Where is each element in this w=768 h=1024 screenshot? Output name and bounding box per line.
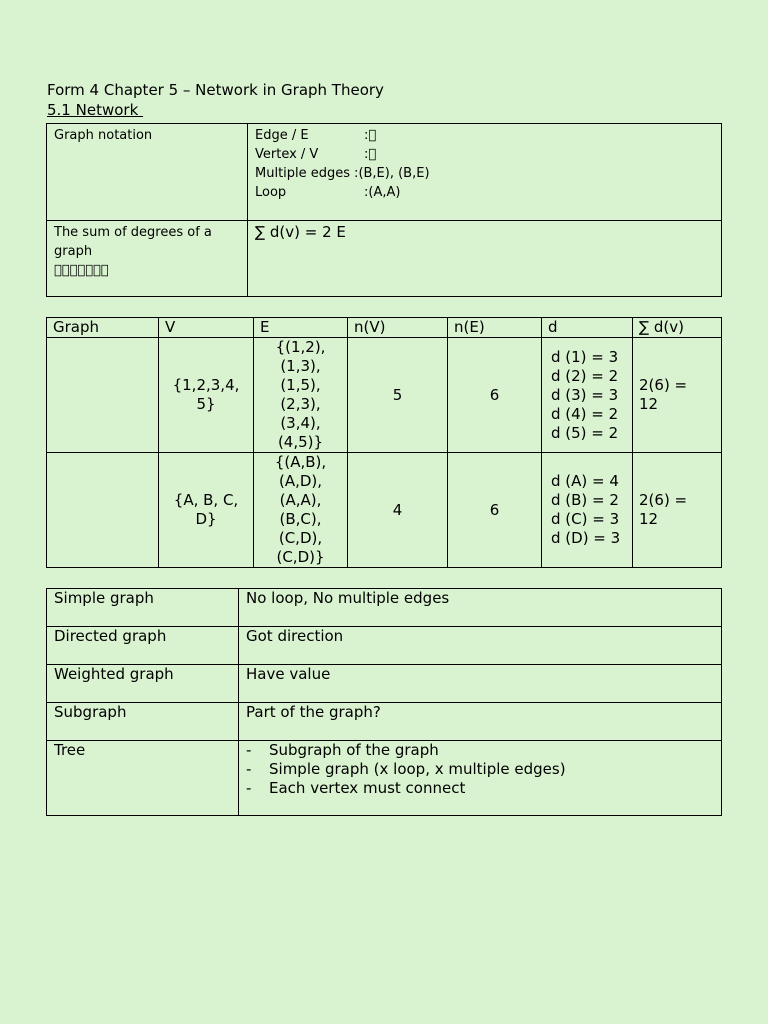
page-title: Form 4 Chapter 5 – Network in Graph Theory [47,81,384,99]
degree-line: d (A) = 4 [551,472,619,490]
notation-value:   [368,147,377,162]
graph-types-table [46,588,722,816]
degree-sum-label-line: graph [54,244,93,259]
table-row [47,627,722,665]
edge-set-cell [254,338,348,453]
edge-set-line: {(A,B), [274,453,327,471]
edge-count-cell: 6 [448,453,542,568]
degree-cell [542,338,633,453]
notation-label-cell [47,124,248,221]
header-cell: E [254,318,348,338]
degree-sum-label-line:         [54,263,109,278]
notation-item-edge [255,126,714,145]
degree-cell [542,453,633,568]
bullet-item [246,741,714,760]
vertex-set-line: {1,2,3,4, [172,376,240,394]
table-row [47,741,722,816]
description-cell: Have value [239,665,722,703]
bullet-text: Subgraph of the graph [269,741,439,759]
notation-value: (B,E), (B,E) [358,166,430,181]
term-cell: Weighted graph [47,665,239,703]
description-cell: No loop, No multiple edges [239,589,722,627]
degree-line: d (3) = 3 [551,385,619,404]
degree-sum-formula-cell [248,221,722,297]
bullet-marker: - [246,741,252,759]
edge-set-line: (4,5)} [277,433,324,451]
notation-sep: : [364,185,369,200]
vertex-set-cell [159,453,254,568]
header-cell: V [159,318,254,338]
header-cell: Graph [47,318,159,338]
description-cell: Got direction [239,627,722,665]
notation-sep: : [354,166,359,181]
vertex-count-cell: 5 [348,338,448,453]
header-cell: n(V) [348,318,448,338]
edge-set-cell [254,453,348,568]
degree-line: d (D) = 3 [551,529,621,547]
notation-key: Edge / E [255,128,309,143]
degree-sum-line: 12 [639,510,659,528]
bullet-marker: - [246,779,252,797]
table-row [47,665,722,703]
degree-line: d (1) = 3 [551,347,619,366]
edge-set-line: (C,D), [278,529,323,547]
edge-set-line: (A,D), [278,472,323,490]
term-cell: Tree [47,741,239,816]
notation-key: Loop [255,185,287,200]
bullet-text: Each vertex must connect [269,779,466,797]
edge-set-line: (A,A), [279,491,322,509]
edge-set-line: (C,D)} [276,548,325,566]
degree-line: d (5) = 2 [551,423,619,442]
graph-cell [47,338,159,453]
section-heading: 5.1 Network [47,101,144,119]
table-row [47,453,722,568]
notation-item-vertex [255,145,714,164]
term-cell: Directed graph [47,627,239,665]
edge-count-cell: 6 [448,338,542,453]
vertex-set-line: D} [195,510,217,528]
description-cell [239,741,722,816]
table-header-row [47,318,722,338]
header-cell: d [542,318,633,338]
notation-items-cell [248,124,722,221]
bullet-item [246,779,714,798]
degree-line: d (4) = 2 [551,404,619,423]
degree-line: d (B) = 2 [551,491,619,509]
bullet-item [246,760,714,779]
notation-sep: : [364,128,369,143]
notation-value: (A,A) [368,185,401,200]
notation-table [46,123,722,297]
edge-set-line: (3,4), [280,414,321,432]
vertex-count-cell: 4 [348,453,448,568]
notation-key: Vertex / V [255,147,319,162]
table-row [47,338,722,453]
table-row [47,589,722,627]
edge-set-line: (B,C), [279,510,322,528]
degree-sum-cell [633,453,722,568]
notation-value:   [368,128,377,143]
bullet-text: Simple graph (x loop, x multiple edges) [269,760,566,778]
bullet-marker: - [246,760,252,778]
header-cell: ∑ d(v) [633,318,722,338]
vertex-set-line: {A, B, C, [173,491,239,509]
notation-item-loop [255,183,714,202]
notation-key: Multiple edges [255,166,351,181]
table-row [47,703,722,741]
degree-line: d (C) = 3 [551,510,620,528]
description-cell: Part of the graph? [239,703,722,741]
graph-cell [47,453,159,568]
graph-data-table [46,317,722,568]
vertex-set-cell [159,338,254,453]
graph-notation-label: Graph notation [54,128,153,143]
degree-sum-cell [633,338,722,453]
header-cell: n(E) [448,318,542,338]
edge-set-line: (1,5), [280,376,321,394]
degree-sum-label-cell [47,221,248,297]
edge-set-line: {(1,2), [275,338,326,356]
notation-item-multiple-edges [255,164,714,183]
degree-sum-line: 12 [639,395,659,413]
term-cell: Simple graph [47,589,239,627]
degree-sum-formula: ∑ d(v) = 2 E [255,223,346,241]
degree-sum-line: 2(6) = [639,491,688,509]
degree-line: d (2) = 2 [551,366,619,385]
edge-set-line: (1,3), [280,357,321,375]
degree-sum-line: 2(6) = [639,376,688,394]
vertex-set-line: 5} [196,395,216,413]
edge-set-line: (2,3), [280,395,321,413]
term-cell: Subgraph [47,703,239,741]
notation-sep: : [364,147,369,162]
degree-sum-label-line: The sum of degrees of a [54,225,212,240]
